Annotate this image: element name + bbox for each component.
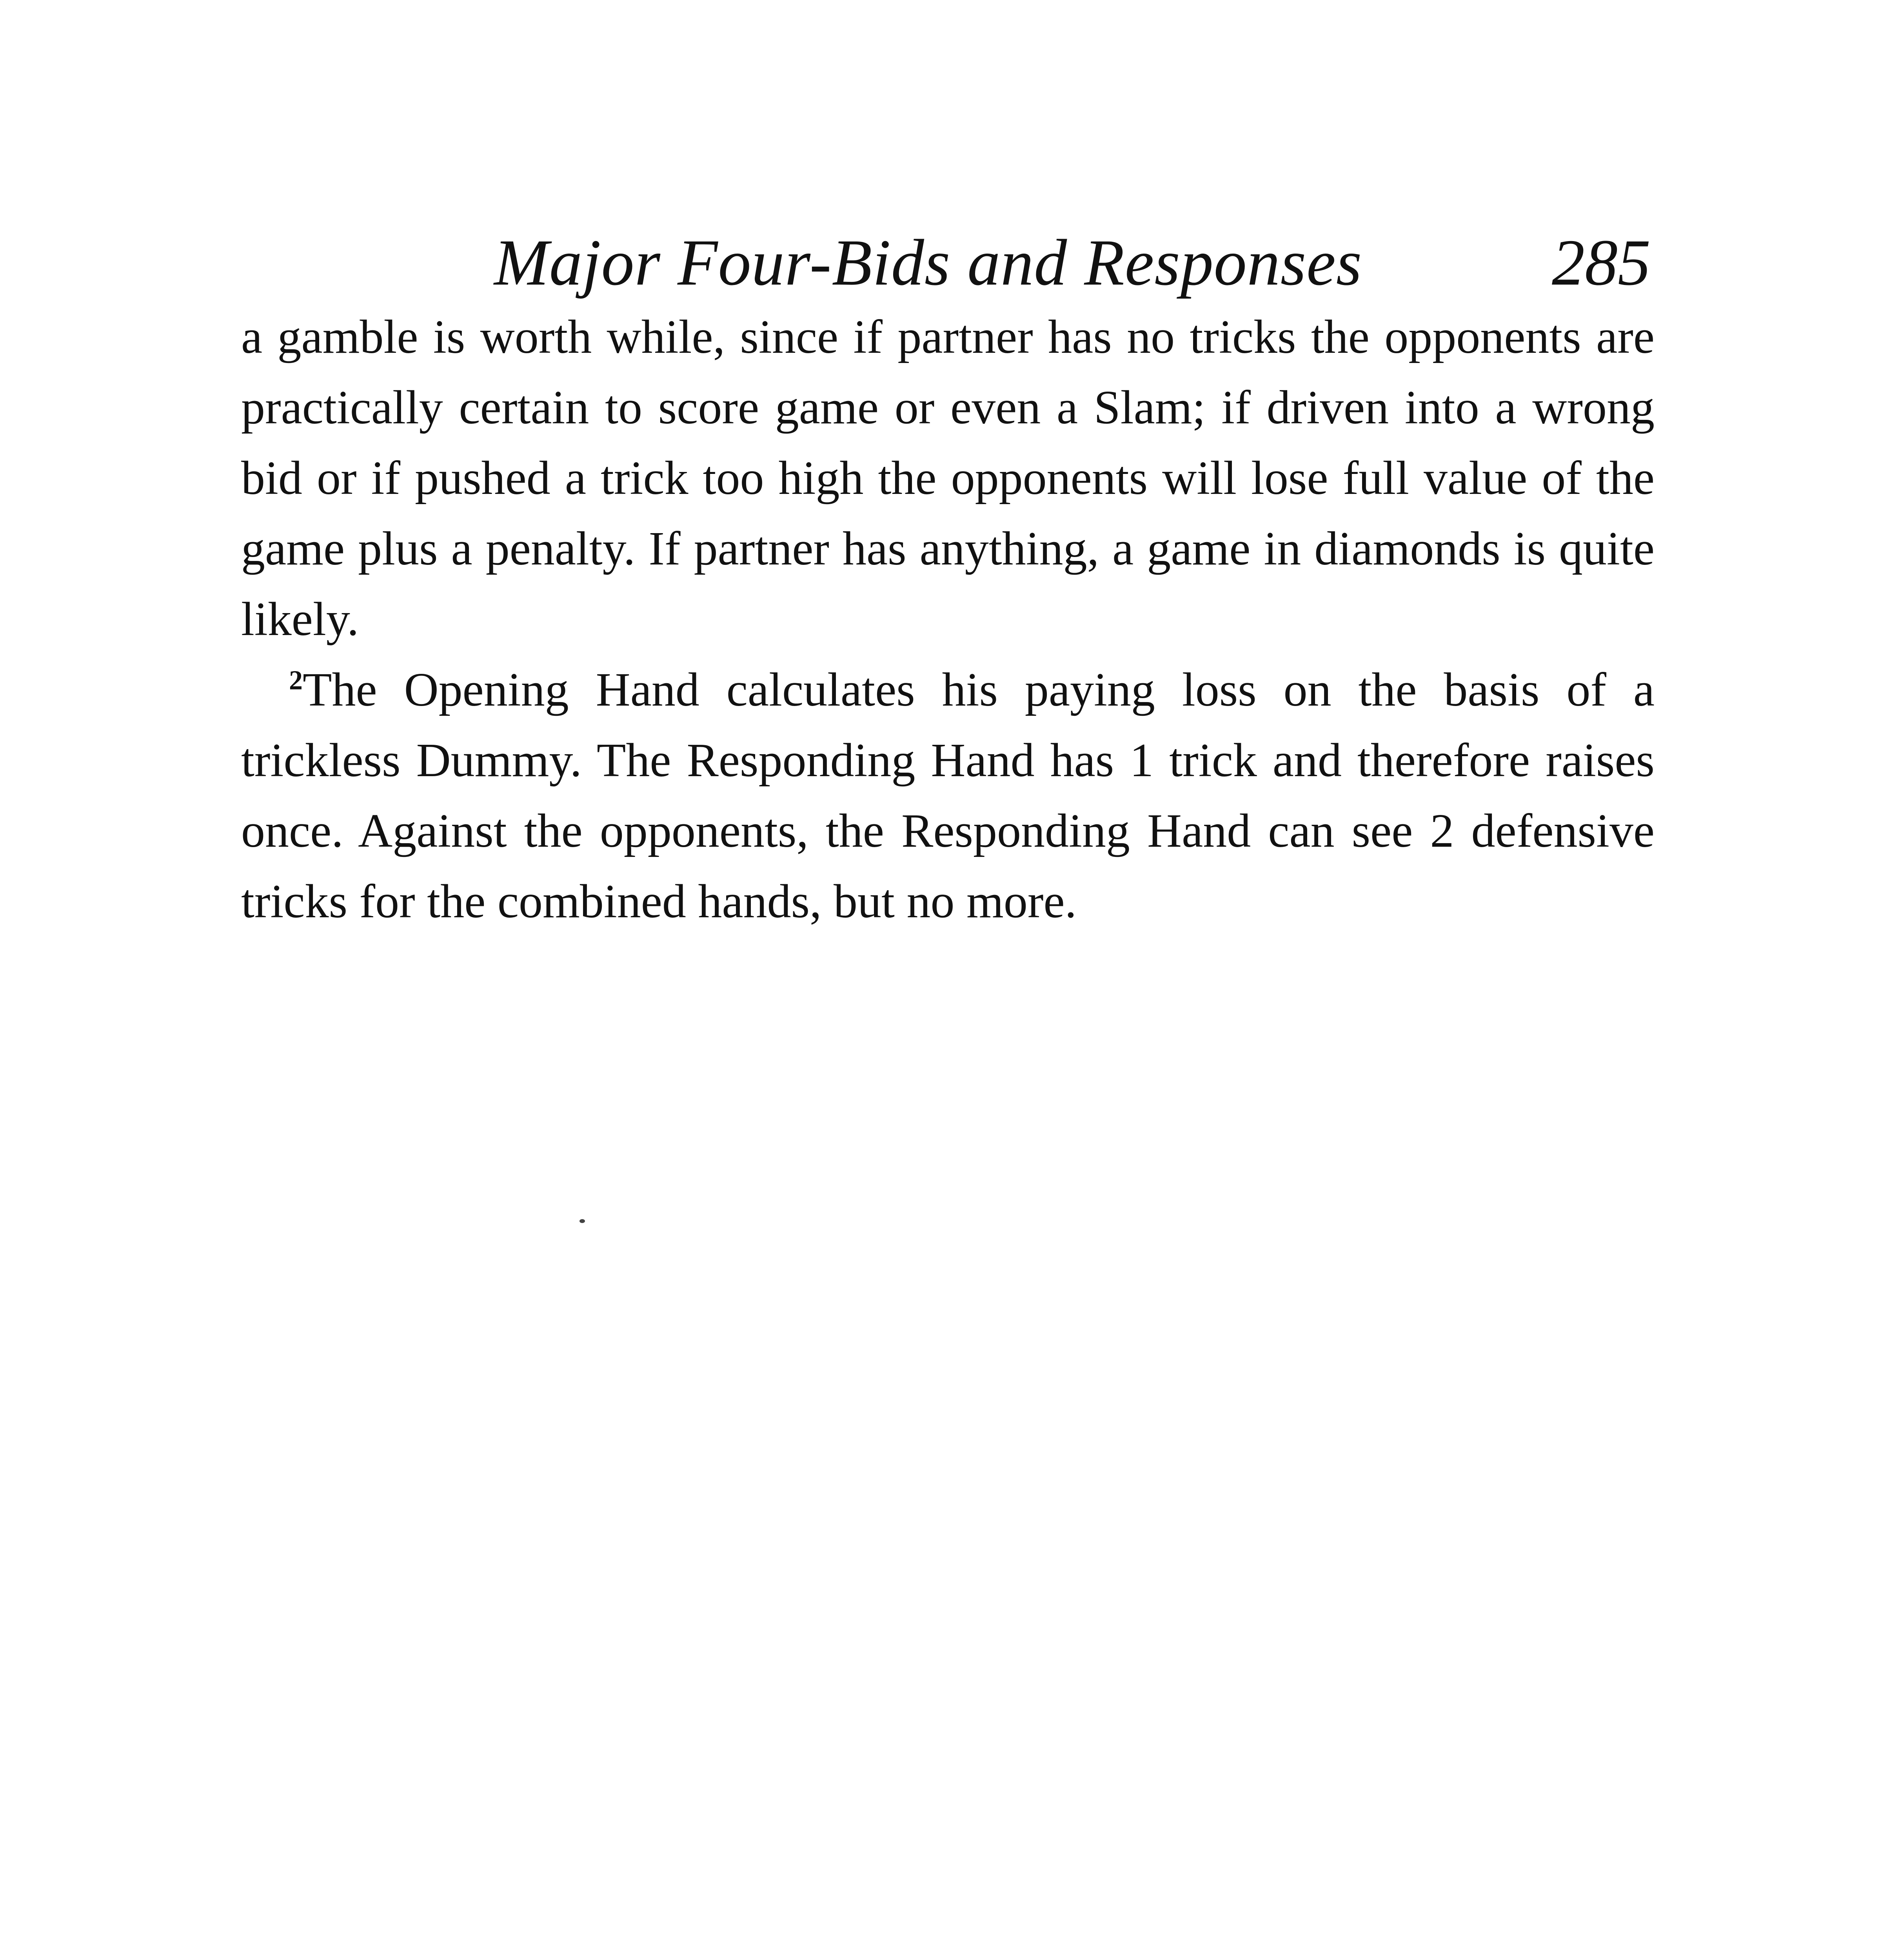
running-title: Major Four-Bids and Responses (494, 226, 1362, 299)
paragraph-note (241, 655, 1655, 937)
paragraph-note-text: The Opening Hand calculates his paying loss on the basis of a trickless Dummy. The Responding Hand has 1 trick and therefore raises once. Against the opponents, the Responding Hand can see 2 defensive tricks for the combined hands, but no more. (241, 663, 1655, 928)
body-text (241, 302, 1655, 937)
paragraph-continued: a gamble is worth while, since if partner has no tricks the opponents are practically certain to score game or even a Slam; if driven into a wrong bid or if pushed a trick too high the opponents will lose full value of the game plus a penalty. If partner has anything, a game in diamonds is quite likely. (241, 310, 1655, 646)
footnote-marker: 2 (289, 665, 303, 696)
page-number: 285 (1552, 226, 1651, 299)
running-head (239, 220, 1666, 306)
stray-ink-mark (579, 1219, 585, 1223)
